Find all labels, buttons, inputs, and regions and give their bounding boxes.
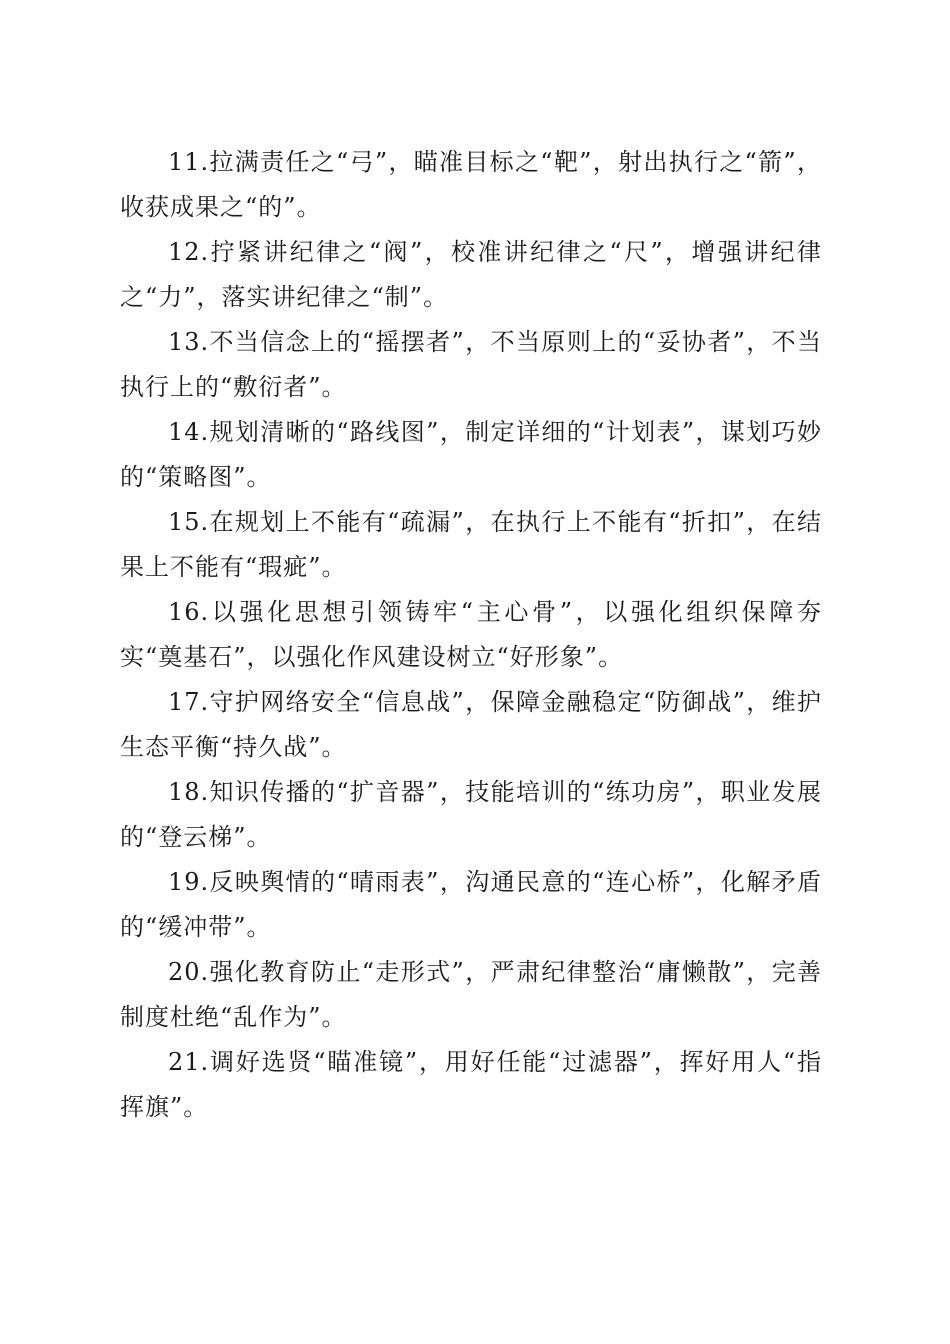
paragraph-19: 19.反映舆情的“晴雨表”，沟通民意的“连心桥”，化解矛盾的“缓冲带”。	[120, 868, 822, 941]
paragraph-11: 11.拉满责任之“弓”，瞄准目标之“靶”，射出执行之“箭”，收获成果之“的”。	[120, 148, 822, 221]
paragraph-18: 18.知识传播的“扩音器”，技能培训的“练功房”，职业发展的“登云梯”。	[120, 778, 822, 851]
paragraph-20: 20.强化教育防止“走形式”，严肃纪律整治“庸懒散”，完善制度杜绝“乱作为”。	[120, 958, 822, 1031]
paragraph-13: 13.不当信念上的“摇摆者”，不当原则上的“妥协者”，不当执行上的“敷衍者”。	[120, 328, 822, 401]
paragraph-16: 16.以强化思想引领铸牢“主心骨”，以强化组织保障夯实“奠基石”，以强化作风建设树立“好形象”。	[120, 598, 822, 671]
document-body	[120, 140, 822, 1130]
paragraph-12: 12.拧紧讲纪律之“阀”，校准讲纪律之“尺”，增强讲纪律之“力”，落实讲纪律之“制”。	[120, 238, 822, 311]
paragraph-14: 14.规划清晰的“路线图”，制定详细的“计划表”，谋划巧妙的“策略图”。	[120, 418, 822, 491]
paragraph-17: 17.守护网络安全“信息战”，保障金融稳定“防御战”，维护生态平衡“持久战”。	[120, 688, 822, 761]
paragraph-21: 21.调好选贤“瞄准镜”，用好任能“过滤器”，挥好用人“指挥旗”。	[120, 1048, 822, 1121]
paragraph-15: 15.在规划上不能有“疏漏”，在执行上不能有“折扣”，在结果上不能有“瑕疵”。	[120, 508, 822, 581]
